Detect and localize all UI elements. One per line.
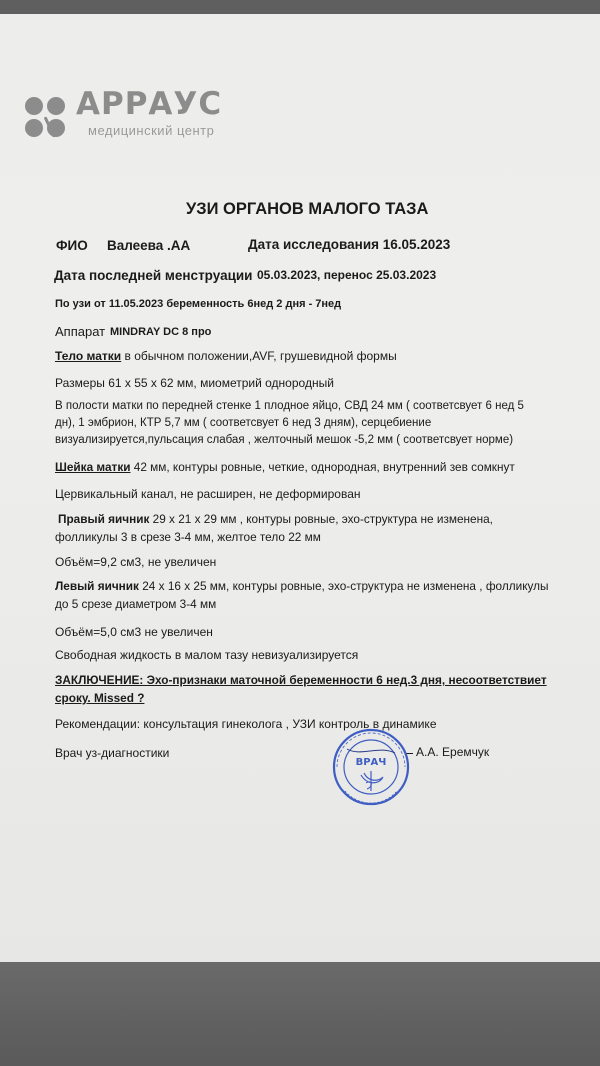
lmp-label: Дата последней менструации: [54, 268, 253, 283]
cervix-text: 42 мм, контуры ровные, четкие, однородная, внутренний зев сомкнут: [130, 460, 515, 474]
doctor-label: Врач уз-диагностики: [55, 746, 170, 760]
uterus-label: Тело матки: [55, 349, 122, 363]
doctor-name: А.А. Еремчук: [416, 745, 490, 759]
cervix-line: [55, 459, 515, 476]
cavity-line-3: визуализируется,пульсация слабая , желточный мешок -5,2 мм ( соответсвует норме): [55, 434, 514, 446]
recommendations: Рекомендации: консультация гинеколога , УЗИ контроль в динамике: [55, 717, 437, 731]
cervix-label: Шейка матки: [55, 460, 131, 474]
right-ovary-line-1: [58, 511, 493, 528]
stamp-text: ВРАЧ: [355, 757, 387, 768]
right-ovary-text: 29 x 21 x 29 мм , контуры ровные, эхо-структура не изменена,: [149, 512, 493, 526]
brand-subtitle: медицинский центр: [88, 123, 215, 138]
cavity-line-1: В полости матки по передней стенке 1 плодное яйцо, СВД 24 мм ( соответсвует 6 нед 5: [55, 400, 524, 412]
right-ovary-volume: Объём=9,2 см3, не увеличен: [55, 555, 217, 569]
brand-name: АРРАУС: [76, 86, 223, 122]
uterus-text: в обычном положении,AVF, грушевидной формы: [121, 349, 397, 363]
fio-value: Валеева .АА: [107, 238, 191, 253]
left-ovary-volume: Объём=5,0 см3 не увеличен: [55, 625, 213, 639]
exam-date: Дата исследования 16.05.2023: [248, 237, 451, 252]
background-surface: [0, 962, 600, 1066]
cervical-canal: Цервикальный канал, не расширен, не деформирован: [55, 487, 361, 501]
page-title: УЗИ ОРГАНОВ МАЛОГО ТАЗА: [186, 200, 429, 218]
left-ovary-line-1: [55, 578, 549, 595]
conclusion-line-2: сроку. Missed ?: [55, 691, 145, 705]
conclusion-line-1: ЗАКЛЮЧЕНИЕ: Эхо-признаки маточной беременности 6 нед.3 дня, несоответствиет: [55, 673, 547, 687]
left-ovary-line-2: до 5 срезе диаметром 3-4 мм: [55, 597, 217, 611]
device-label: Аппарат: [55, 324, 106, 339]
uterus-line: [55, 348, 397, 365]
right-ovary-label: Правый яичник: [58, 512, 150, 526]
doctor-stamp: [331, 727, 411, 807]
prior-ultrasound: По узи от 11.05.2023 беременность 6нед 2 дня - 7нед: [55, 298, 342, 310]
cavity-line-2: дн), 1 эмбрион, КТР 5,7 мм ( соответсвует 6 нед 3 дням), серцебиение: [55, 417, 432, 429]
device-value: MINDRAY DC 8 про: [110, 326, 212, 338]
free-fluid: Свободная жидкость в малом тазу невизуализируется: [55, 648, 359, 662]
fio-label: ФИО: [56, 238, 88, 253]
lmp-value: 05.03.2023, перенос 25.03.2023: [257, 268, 437, 282]
left-ovary-label: Левый яичник: [55, 579, 139, 593]
left-ovary-text: 24 x 16 x 25 мм, контуры ровные, эхо-структура не изменена , фолликулы: [138, 579, 549, 593]
right-ovary-line-2: фолликулы 3 в срезе 3-4 мм, желтое тело 22 мм: [55, 530, 321, 544]
uterus-sizes: Размеры 61 x 55 x 62 мм, миометрий однородный: [55, 376, 334, 390]
